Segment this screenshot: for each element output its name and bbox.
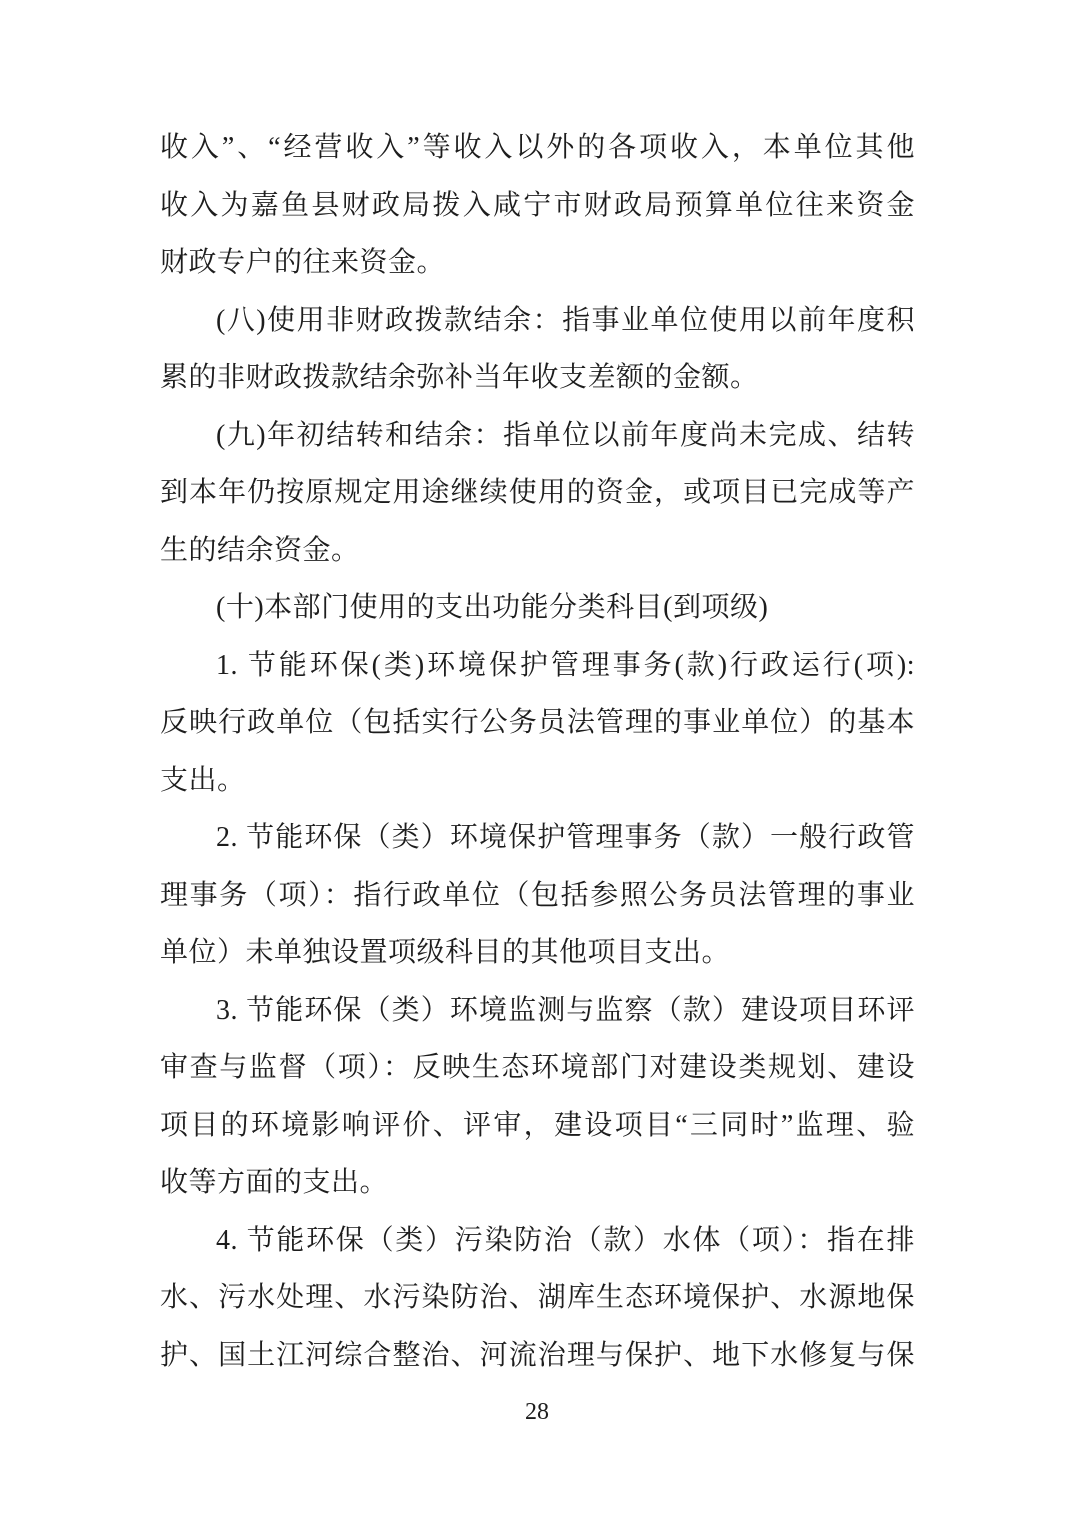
text-line: (十)本部门使用的支出功能分类科目(到项级) bbox=[216, 592, 769, 623]
text-line: 到本年仍按原规定用途继续使用的资金，或项目已完成等产 bbox=[160, 477, 915, 508]
text-line: 反映行政单位（包括实行公务员法管理的事业单位）的基本 bbox=[160, 707, 915, 738]
text-line: 1. 节能环保(类)环境保护管理事务(款)行政运行(项): bbox=[216, 649, 915, 681]
page-number: 28 bbox=[525, 1399, 549, 1425]
text-line: 累的非财政拨款结余弥补当年收支差额的金额。 bbox=[160, 362, 759, 393]
text-line: 水、污水处理、水污染防治、湖库生态环境保护、水源地保 bbox=[160, 1282, 915, 1313]
text-line: 项目的环境影响评价、评审，建设项目“三同时”监理、验 bbox=[160, 1109, 915, 1141]
text-line: 单位）未单独设置项级科目的其他项目支出。 bbox=[160, 937, 731, 968]
text-line: 理事务（项）：指行政单位（包括参照公务员法管理的事业 bbox=[160, 879, 915, 911]
text-line: 收入为嘉鱼县财政局拨入咸宁市财政局预算单位往来资金 bbox=[160, 189, 915, 221]
text-line: 收等方面的支出。 bbox=[160, 1167, 389, 1198]
document-body bbox=[160, 119, 915, 1384]
text-line: (八)使用非财政拨款结余：指事业单位使用以前年度积 bbox=[216, 304, 915, 336]
text-line: 护、国土江河综合整治、河流治理与保护、地下水修复与保 bbox=[160, 1339, 915, 1371]
text-line: (九)年初结转和结余：指单位以前年度尚未完成、结转 bbox=[216, 419, 915, 451]
text-line: 财政专户的往来资金。 bbox=[160, 247, 446, 278]
text-line: 2. 节能环保（类）环境保护管理事务（款）一般行政管 bbox=[216, 822, 915, 853]
text-line: 3. 节能环保（类）环境监测与监察（款）建设项目环评 bbox=[216, 994, 915, 1026]
text-line: 4. 节能环保（类）污染防治（款）水体（项）：指在排 bbox=[216, 1224, 915, 1256]
text-line: 支出。 bbox=[160, 764, 246, 796]
text-line: 生的结余资金。 bbox=[160, 534, 360, 566]
text-line: 收入”、“经营收入”等收入以外的各项收入，本单位其他 bbox=[160, 132, 915, 163]
text-line: 审查与监督（项）：反映生态环境部门对建设类规划、建设 bbox=[160, 1052, 915, 1083]
